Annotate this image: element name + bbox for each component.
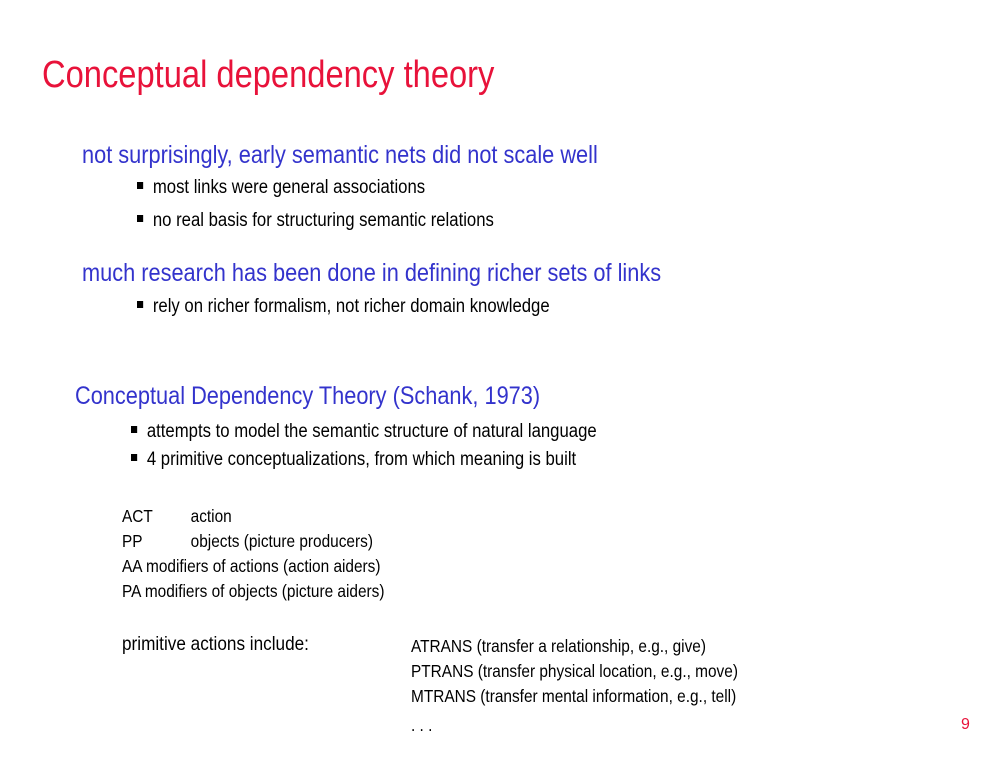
bullet-item xyxy=(137,210,494,232)
bullet-item xyxy=(137,296,550,318)
bullet-text: no real basis for structuring semantic relations xyxy=(152,210,494,231)
definition-row xyxy=(122,531,373,552)
definition-term: PA xyxy=(122,581,141,601)
primitive-action-ellipsis: . . . xyxy=(411,715,433,735)
section-heading-scaling: not surprisingly, early semantic nets did not scale well xyxy=(82,141,598,169)
bullet-text: rely on richer formalism, not richer domain knowledge xyxy=(152,296,550,317)
section-heading-richer-links: much research has been done in defining richer sets of links xyxy=(82,259,662,287)
primitive-action-item: MTRANS (transfer mental information, e.g., tell) xyxy=(411,686,737,706)
primitive-action-item: ATRANS (transfer a relationship, e.g., give) xyxy=(411,636,707,656)
primitive-actions-label: primitive actions include: xyxy=(122,633,309,655)
bullet-item xyxy=(137,177,425,199)
definition-term: PP xyxy=(122,531,143,551)
definition-row xyxy=(122,581,385,602)
page-number: 9 xyxy=(961,716,970,733)
bullet-text: most links were general associations xyxy=(152,177,426,198)
square-bullet-icon xyxy=(131,426,137,433)
definition-term: AA xyxy=(122,556,142,576)
definition-row xyxy=(122,556,381,577)
definition-term: ACT xyxy=(122,506,153,526)
square-bullet-icon xyxy=(131,454,137,461)
square-bullet-icon xyxy=(137,215,143,222)
slide-title: Conceptual dependency theory xyxy=(42,54,495,96)
bullet-item xyxy=(131,449,576,471)
primitive-action-item: PTRANS (transfer physical location, e.g., move) xyxy=(411,661,738,681)
definition-desc: objects (picture producers) xyxy=(190,531,373,551)
bullet-item xyxy=(131,421,597,443)
bullet-text: attempts to model the semantic structure of natural language xyxy=(146,421,597,442)
bullet-text: 4 primitive conceptualizations, from which meaning is built xyxy=(146,449,577,470)
definition-row xyxy=(122,506,232,527)
definition-desc: modifiers of objects (picture aiders) xyxy=(144,581,385,601)
square-bullet-icon xyxy=(137,182,143,189)
square-bullet-icon xyxy=(137,301,143,308)
definition-desc: action xyxy=(190,506,232,526)
definition-desc: modifiers of actions (action aiders) xyxy=(145,556,381,576)
section-heading-cd-theory: Conceptual Dependency Theory (Schank, 1973) xyxy=(75,382,541,410)
